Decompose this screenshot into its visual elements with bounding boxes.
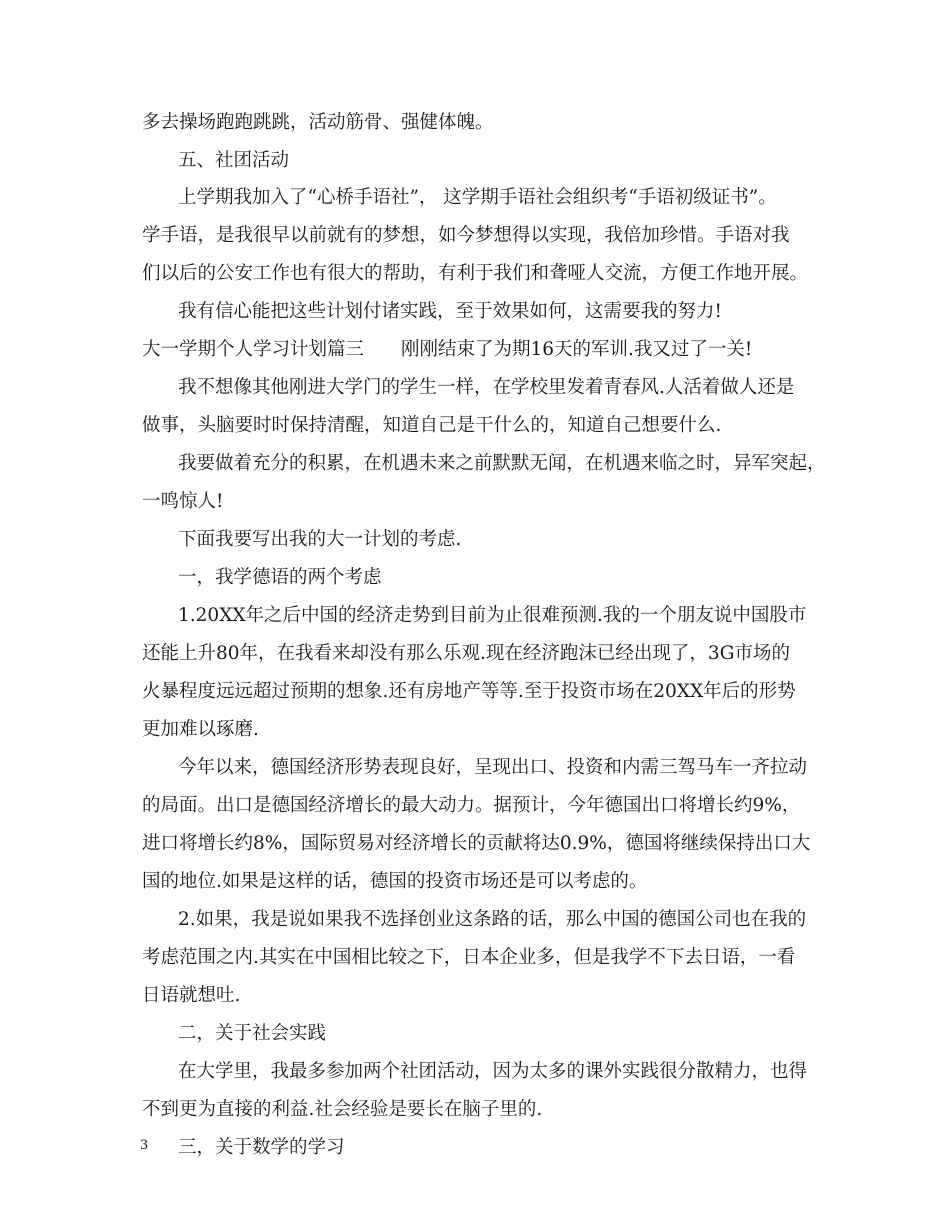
text-line: 学手语，是我很早以前就有的梦想，如今梦想得以实现，我倍加珍惜。手语对我 bbox=[142, 225, 790, 246]
text-line: 做事，头脑要时时保持清醒，知道自己是干什么的，知道自己想要什么. bbox=[142, 415, 722, 436]
text-line: 国的地位.如果是这样的话，德国的投资市场还是可以考虑的。 bbox=[142, 871, 648, 892]
text-line: 还能上升80年，在我看来却没有那么乐观.现在经济跑沫已经出现了，3G市场的 bbox=[142, 643, 790, 664]
text-line: 进口将增长约8%，国际贸易对经济增长的贡献将达0.9%，德国将继续保持出口大 bbox=[142, 833, 811, 854]
page-number: 3 bbox=[140, 1138, 149, 1153]
text-line: 1.20XX年之后中国的经济走势到目前为止很难预测.我的一个朋友说中国股市 bbox=[178, 605, 807, 626]
text-line: 考虑范围之内.其实在中国相比较之下，日本企业多，但是我学不下去日语，一看 bbox=[142, 947, 796, 968]
text-line: 日语就想吐. bbox=[142, 985, 241, 1006]
text-line: 上学期我加入了“心桥手语社”， 这学期手语社会组织考“手语初级证书”。 bbox=[178, 187, 777, 208]
text-line: 2.如果，我是说如果我不选择创业这条路的话，那么中国的德国公司也在我的 bbox=[178, 909, 807, 930]
text-line: 下面我要写出我的大一计划的考虑. bbox=[178, 529, 462, 550]
text-line: 我有信心能把这些计划付诸实践，至于效果如何，这需要我的努力! bbox=[178, 301, 722, 322]
section-heading: 一，我学德语的两个考虑 bbox=[178, 567, 382, 588]
text-line: 我要做着充分的积累，在机遇未来之前默默无闻，在机遇来临之时，异军突起， bbox=[178, 453, 826, 474]
section-heading: 二，关于社会实践 bbox=[178, 1023, 327, 1044]
section-heading: 三，关于数学的学习 bbox=[178, 1137, 345, 1158]
text-line: 在大学里，我最多参加两个社团活动，因为太多的课外实践很分散精力，也得 bbox=[178, 1061, 808, 1082]
text-line: 一鸣惊人! bbox=[142, 491, 224, 512]
text-line: 火暴程度远远超过预期的想象.还有房地产等等.至于投资市场在20XX年后的形势 bbox=[142, 681, 796, 702]
text-line: 不到更为直接的利益.社会经验是要长在脑子里的. bbox=[142, 1099, 543, 1120]
text-line: 今年以来，德国经济形势表现良好，呈现出口、投资和内需三驾马车一齐拉动 bbox=[178, 757, 808, 778]
text-line: 多去操场跑跑跳跳，活动筋骨、强健体魄。 bbox=[142, 112, 494, 133]
text-line: 们以后的公安工作也有很大的帮助，有利于我们和聋哑人交流，方便工作地开展。 bbox=[142, 263, 809, 284]
text-line: 更加难以琢磨. bbox=[142, 719, 259, 740]
section-heading: 五、社团活动 bbox=[178, 150, 290, 171]
text-line: 的局面。出口是德国经济增长的最大动力。据预计，今年德国出口将增长约9%， bbox=[142, 795, 801, 816]
section-title: 大一学期个人学习计划篇三 刚刚结束了为期16天的军训.我又过了一关! bbox=[142, 339, 753, 360]
text-line: 我不想像其他刚进大学门的学生一样，在学校里发着青春风.人活着做人还是 bbox=[178, 377, 795, 398]
